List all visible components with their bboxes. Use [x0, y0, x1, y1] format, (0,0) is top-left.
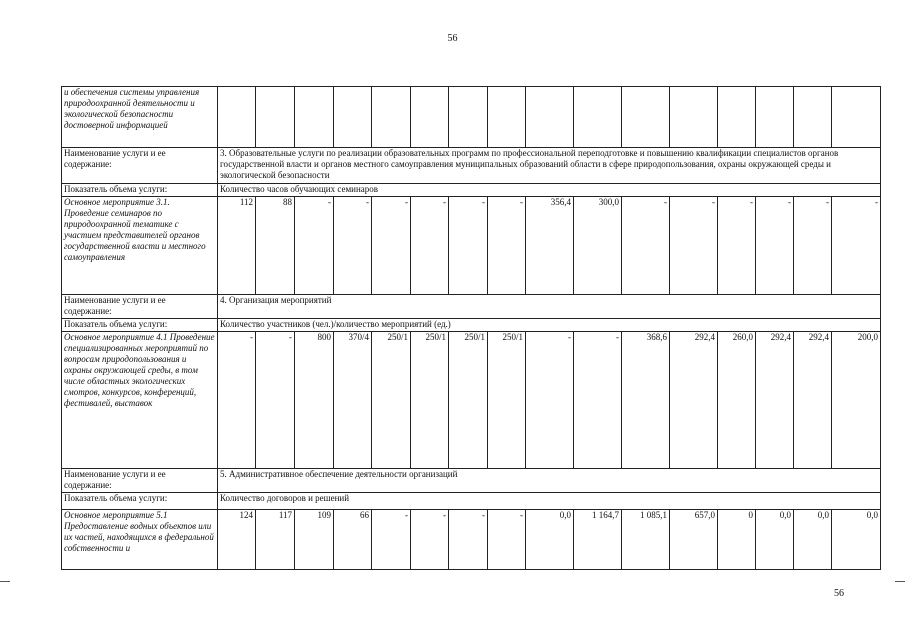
measure-label: Основное мероприятие 3.1. Проведение семинаров по природоохранной тематике с участием представителей органов государственной власти и местного самоуправления: [62, 197, 218, 295]
value-cell: -: [295, 197, 334, 295]
value-cell: -: [218, 332, 256, 469]
value-cell: 200,0: [832, 332, 881, 469]
table-row: [62, 469, 881, 493]
value-cell: 0,0: [832, 510, 881, 570]
measure-label: Основное мероприятие 5.1 Предоставление водных объектов или их частей, находящихся в федеральной собственности и: [62, 510, 218, 570]
value-cell: 88: [256, 197, 295, 295]
value-cell: 300,0: [574, 197, 622, 295]
value-cell: -: [372, 510, 411, 570]
value-cell: -: [488, 510, 526, 570]
service-name: 5. Административное обеспечение деятельности организаций: [218, 469, 881, 493]
value-cell: 800: [295, 332, 334, 469]
scan-edge-mark: [895, 581, 905, 582]
value-cell: 124: [218, 510, 256, 570]
value-cell: -: [449, 510, 488, 570]
value-cell: 292,4: [670, 332, 718, 469]
value-cell: 117: [256, 510, 295, 570]
indicator-name: Количество часов обучающих семинаров: [218, 184, 881, 197]
value-cell: 250/1: [449, 332, 488, 469]
scan-edge-mark: [0, 581, 10, 582]
value-cell: -: [334, 197, 372, 295]
value-cell: -: [449, 197, 488, 295]
value-cell: 0: [718, 510, 756, 570]
value-cell: -: [411, 510, 449, 570]
value-cell: 0,0: [756, 510, 794, 570]
value-cell: 109: [295, 510, 334, 570]
value-cell: 368,6: [622, 332, 670, 469]
page-number-bottom: 56: [834, 588, 844, 599]
value-cell: 292,4: [794, 332, 832, 469]
value-cell: 250/1: [372, 332, 411, 469]
measure-label: Основное мероприятие 4.1 Проведение специализированных мероприятий по вопросам природопользования и охраны окружающей среды, в том числе областных экологических смотров, конкурсов, конференций, фестивалей, выставок: [62, 332, 218, 469]
value-cell: 657,0: [670, 510, 718, 570]
service-label: Наименование услуги и ее содержание:: [62, 295, 218, 319]
value-cell: 0,0: [794, 510, 832, 570]
value-cell: -: [794, 197, 832, 295]
value-cell: -: [756, 197, 794, 295]
value-cell: -: [670, 197, 718, 295]
value-cell: 250/1: [488, 332, 526, 469]
value-cell: 1 164,7: [574, 510, 622, 570]
value-cell: -: [622, 197, 670, 295]
value-cell: -: [488, 197, 526, 295]
indicator-name: Количество договоров и решений: [218, 493, 881, 510]
value-cell: -: [832, 197, 881, 295]
table-row: [62, 184, 881, 197]
indicator-label: Показатель объема услуги:: [62, 319, 218, 332]
indicator-label: Показатель объема услуги:: [62, 184, 218, 197]
value-cell: 260,0: [718, 332, 756, 469]
value-cell: 356,4: [526, 197, 574, 295]
service-name: 3. Образовательные услуги по реализации образовательных программ по профессиональной переподготовке и повышению квалификации специалистов органов государственной власти и органов местного самоуправления муниципальных образований области в сфере природопользования, охраны окружающей среды и экологической безопасности: [218, 148, 881, 184]
table-row: [62, 319, 881, 332]
row-label-continuation: и обеспечения системы управления природоохранной деятельности и экологической безопасности достоверной информацией: [62, 87, 218, 148]
value-cell: 292,4: [756, 332, 794, 469]
value-cell: 370/4: [334, 332, 372, 469]
indicator-name: Количество участников (чел.)/количество мероприятий (ед.): [218, 319, 881, 332]
value-cell: -: [574, 332, 622, 469]
service-label: Наименование услуги и ее содержание:: [62, 148, 218, 184]
value-cell: -: [372, 197, 411, 295]
table-row: [62, 332, 881, 469]
service-label: Наименование услуги и ее содержание:: [62, 469, 218, 493]
value-cell: -: [718, 197, 756, 295]
value-cell: 0,0: [526, 510, 574, 570]
value-cell: 250/1: [411, 332, 449, 469]
table-row: [62, 295, 881, 319]
table-row: [62, 148, 881, 184]
indicator-label: Показатель объема услуги:: [62, 493, 218, 510]
value-cell: 112: [218, 197, 256, 295]
table-row: [62, 510, 881, 570]
table-row: [62, 493, 881, 510]
value-cell: -: [526, 332, 574, 469]
page-number-top: 56: [447, 33, 458, 44]
service-name: 4. Организация мероприятий: [218, 295, 881, 319]
table-row: [62, 87, 881, 148]
value-cell: -: [411, 197, 449, 295]
value-cell: -: [256, 332, 295, 469]
program-table: [61, 86, 881, 570]
value-cell: 1 085,1: [622, 510, 670, 570]
table-row: [62, 197, 881, 295]
value-cell: 66: [334, 510, 372, 570]
